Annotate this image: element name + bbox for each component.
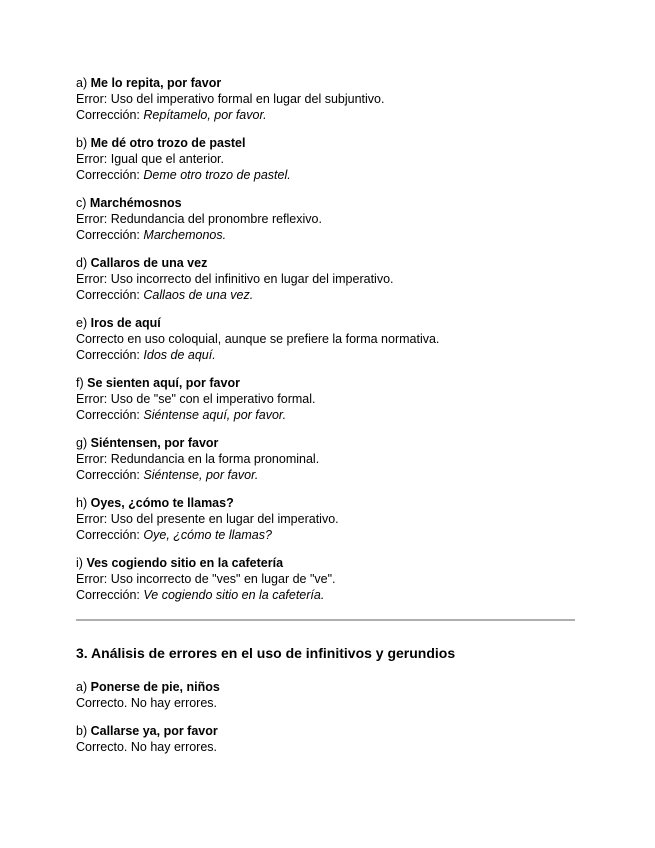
correction-label: Corrección: (76, 588, 140, 602)
item-phrase: Se sienten aquí, por favor (87, 376, 240, 390)
correction-text: Callaos de una vez. (143, 288, 254, 302)
exercise-item-f (76, 375, 577, 423)
correction-text: Marchemonos. (143, 228, 227, 242)
correction-label: Corrección: (76, 168, 140, 182)
item-label: a) (76, 76, 88, 90)
item-label: h) (76, 496, 88, 510)
item-phrase: Marchémosnos (89, 196, 182, 210)
item-title (76, 555, 577, 571)
correction-text: Ve cogiendo sitio en la cafetería. (143, 588, 325, 602)
item-correction (76, 347, 577, 363)
item-title (76, 75, 577, 91)
exercise-item-3b (76, 723, 577, 755)
item-note: Error: Redundancia en la forma pronominal. (76, 452, 320, 466)
item-label: f) (76, 376, 84, 390)
correction-text: Siéntense aquí, por favor. (143, 408, 287, 422)
exercise-item-3a (76, 679, 577, 711)
item-phrase: Siéntensen, por favor (90, 436, 219, 450)
correction-label: Corrección: (76, 348, 140, 362)
item-label: c) (76, 196, 87, 210)
correction-text: Siéntense, por favor. (143, 468, 259, 482)
item-label: b) (76, 724, 88, 738)
correction-label: Corrección: (76, 108, 140, 122)
item-title (76, 375, 577, 391)
item-note: Error: Uso incorrecto del infinitivo en lugar del imperativo. (76, 272, 394, 286)
correction-label: Corrección: (76, 468, 140, 482)
correction-text: Deme otro trozo de pastel. (143, 168, 291, 182)
item-label: b) (76, 136, 88, 150)
exercise-item-d (76, 255, 577, 303)
item-label: a) (76, 680, 88, 694)
section-heading: 3. Análisis de errores en el uso de infinitivos y gerundios (76, 645, 456, 661)
item-phrase: Callarse ya, por favor (90, 724, 218, 738)
item-note: Correcto en uso coloquial, aunque se prefiere la forma normativa. (76, 332, 440, 346)
item-correction (76, 227, 577, 243)
item-note: Error: Redundancia del pronombre reflexivo. (76, 212, 322, 226)
item-correction (76, 287, 577, 303)
exercise-item-a (76, 75, 577, 123)
item-title (76, 679, 577, 695)
item-correction (76, 587, 577, 603)
correction-label: Corrección: (76, 408, 140, 422)
item-note: Correcto. No hay errores. (76, 740, 218, 754)
item-note: Error: Uso del presente en lugar del imperativo. (76, 512, 339, 526)
exercise-item-b (76, 135, 577, 183)
item-note: Error: Uso incorrecto de "ves" en lugar de "ve". (76, 572, 336, 586)
item-label: d) (76, 256, 88, 270)
item-correction (76, 527, 577, 543)
item-correction (76, 467, 577, 483)
item-title (76, 255, 577, 271)
correction-label: Corrección: (76, 228, 140, 242)
item-title (76, 723, 577, 739)
item-title (76, 495, 577, 511)
item-phrase: Ponerse de pie, niños (90, 680, 220, 694)
item-note: Error: Igual que el anterior. (76, 152, 224, 166)
item-phrase: Oyes, ¿cómo te llamas? (90, 496, 234, 510)
item-correction (76, 167, 577, 183)
item-correction (76, 107, 577, 123)
correction-text: Idos de aquí. (143, 348, 216, 362)
item-note: Correcto. No hay errores. (76, 696, 218, 710)
correction-label: Corrección: (76, 528, 140, 542)
item-phrase: Iros de aquí (90, 316, 161, 330)
item-correction (76, 407, 577, 423)
item-phrase: Callaros de una vez (90, 256, 208, 270)
item-phrase: Me dé otro trozo de pastel (90, 136, 246, 150)
item-note: Error: Uso de "se" con el imperativo formal. (76, 392, 316, 406)
item-phrase: Ves cogiendo sitio en la cafetería (86, 556, 284, 570)
item-label: i) (76, 556, 83, 570)
item-label: e) (76, 316, 88, 330)
exercise-item-h (76, 495, 577, 543)
item-title (76, 135, 577, 151)
item-title (76, 315, 577, 331)
item-title (76, 435, 577, 451)
item-title (76, 195, 577, 211)
item-note: Error: Uso del imperativo formal en lugar del subjuntivo. (76, 92, 385, 106)
exercise-item-g (76, 435, 577, 483)
item-label: g) (76, 436, 88, 450)
exercise-item-c (76, 195, 577, 243)
section-divider (76, 619, 575, 621)
exercise-item-i (76, 555, 577, 603)
exercise-item-e (76, 315, 577, 363)
correction-label: Corrección: (76, 288, 140, 302)
correction-text: Oye, ¿cómo te llamas? (143, 528, 272, 542)
correction-text: Repítamelo, por favor. (143, 108, 267, 122)
item-phrase: Me lo repita, por favor (90, 76, 222, 90)
